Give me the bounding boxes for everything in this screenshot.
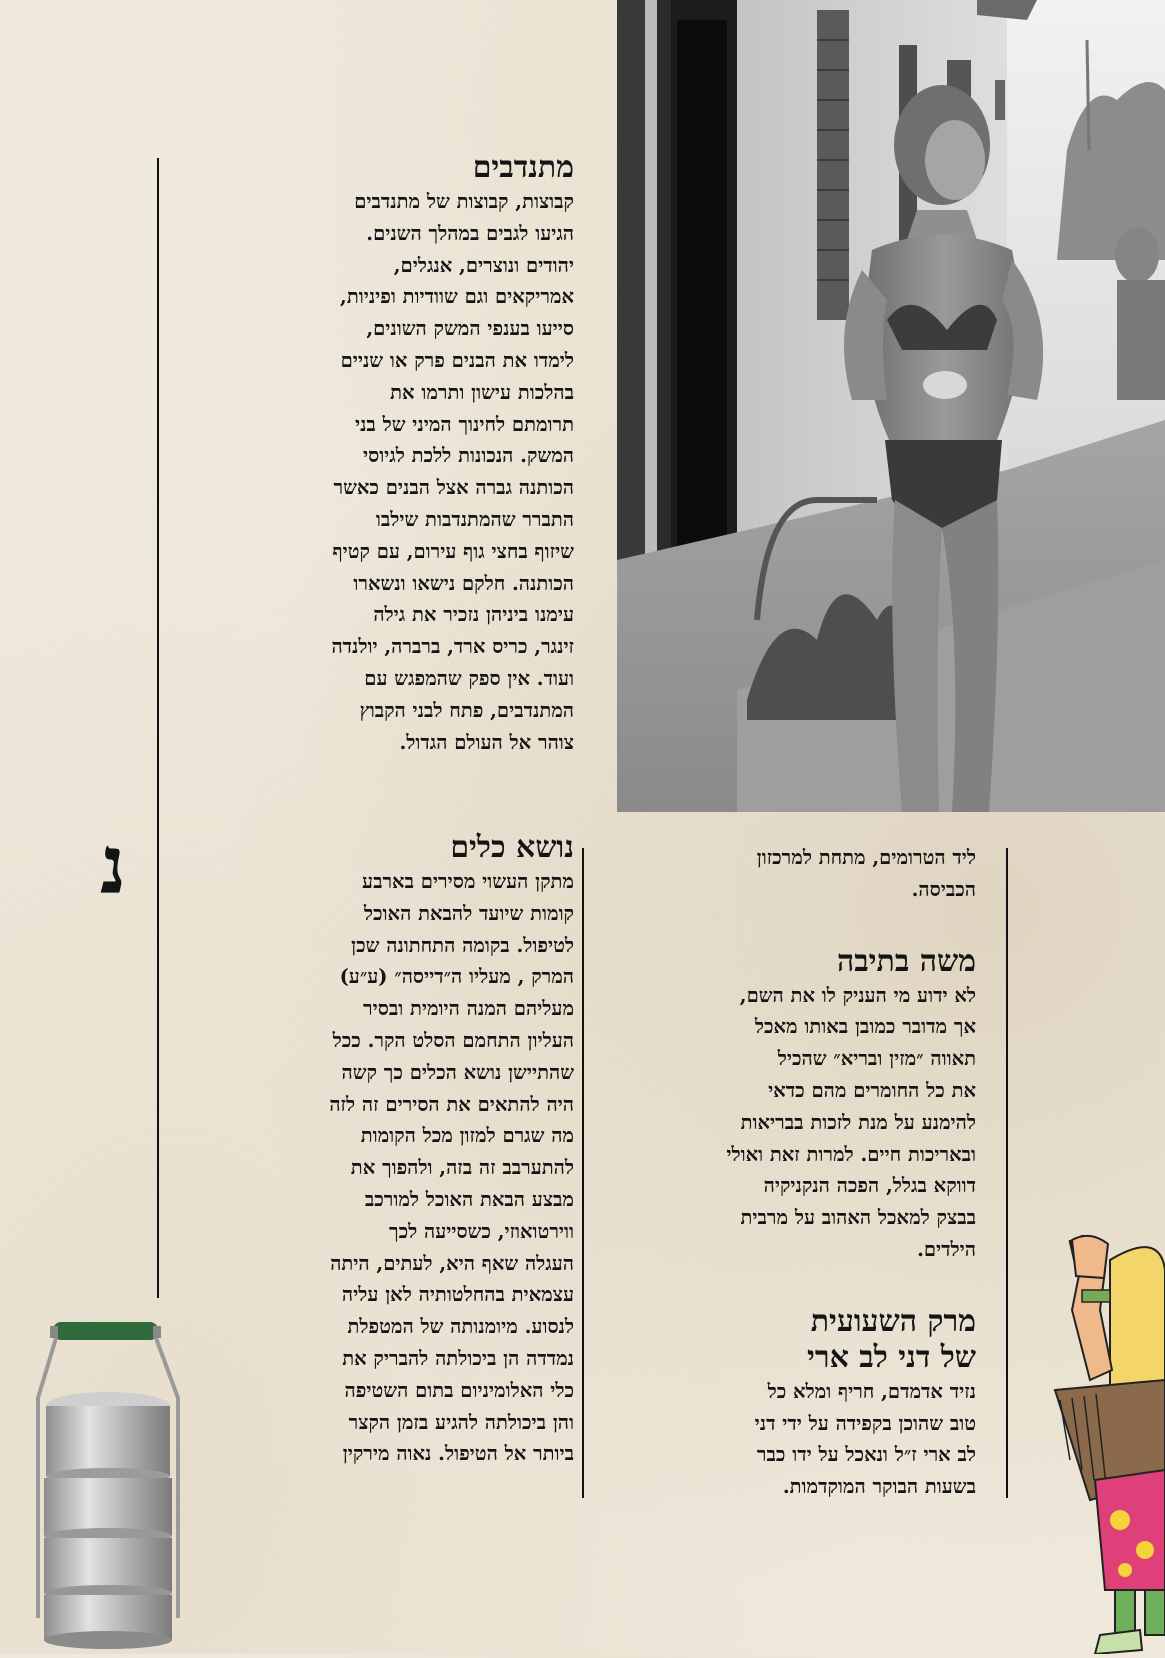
- section-title-soup-line2: של דני לב ארי: [806, 1339, 976, 1375]
- section-title-volunteers: מתנדבים: [472, 150, 574, 185]
- section-title-soup-line1: מרק השעועית: [810, 1303, 976, 1339]
- cartoon-character-image: [1050, 1230, 1165, 1654]
- section-volunteers: [190, 150, 574, 758]
- column-rule-right: [1006, 848, 1008, 1498]
- food-carrier-image: [28, 1318, 203, 1654]
- photo-caption: ליד הטרומים, מתחת למרכזון הכביסה.: [756, 846, 976, 901]
- photo-woman-bikini: [617, 0, 1165, 812]
- column-rule-middle: [582, 848, 584, 1498]
- section-body-volunteers: קבוצות, קבוצות של מתנדבים הגיעו לגבים במהלך השנים. יהודים ונוצרים, אנגלים, אמריקאים וגם שוודיות ופיניות, סייעו בענפי המשק השונים, לימדו את הבנים פרק או שניים בהלכות עישון ותרמו את תרומתם לחינוך המיני של בני המשק. הנכונות ללכת לגיוסי הכותנה גברה אצל הבנים כאשר התברר שהמתנדבות שילבו שיזוף בחצי גוף עירום, עם קטיף הכותנה. חלקם נישאו ונשארו עימנו ביניהן נזכיר את גילה זינגר, כריס ארד, ברברה, יולנדה ועוד. אין ספק שהמפגש עם המתנדבים, פתח לבני הקבוץ צוהר אל העולם הגדול.: [331, 190, 574, 754]
- column-rule-left: [157, 158, 159, 1298]
- page-letter: נ: [100, 818, 127, 912]
- section-body-soup: נזיד אדמדם, חריף ומלא כל טוב שהוכן בקפידה על ידי דני לב ארי ז״ל ונאכל על ידו כבר בשעות הבוקר המוקדמות.: [754, 1379, 976, 1499]
- section-body-moshe: לא ידוע מי העניק לו את השם, אך מדובר כמובן באותו מאכל תאווה ״מזין ובריא״ שהכיל את כל החומרים מהם כדאי להימנע על מנת לזכות בבריאות ובאריכות חיים. למרות זאת ואולי דווקא בגלל, הפכה הנקניקיה בבצק למאכל האהוב על מרבית הילדים.: [726, 983, 976, 1261]
- section-title-vessels: נושא כלים: [450, 830, 574, 865]
- column-middle: [610, 842, 976, 1503]
- section-vessels: [190, 830, 574, 1470]
- section-title-moshe: משה בתיבה: [836, 943, 976, 979]
- section-body-vessels: מתקן העשוי מסירים בארבע קומות שיועד להבאת האוכל לטיפול. בקומה התחתונה שכן המרק , מעליו ה״דייסה״ (ע״ע) מעליהם המנה היומית ובסיר העליון התחמם הסלט הקר. ככל שהתיישן נושא הכלים כך קשה היה להתאים את הסירים זה לזה מה שגרם למזון מכל הקומות להתערבב זה בזה, ולהפוך את מבצע הבאת האוכל למורכב ווירטואוזי, כשסייעה לכך העגלה שאף היא, לעתים, היתה עצמאית בהחלטותיה לאן עליה לנסוע. מיומנותה של המטפלת נמדדה הן ביכולתה להבריק את כלי האלומיניום בתום השטיפה והן ביכולתה להגיע בזמן הקצר ביותר אל הטיפול. נאוה מירקין: [329, 870, 574, 1466]
